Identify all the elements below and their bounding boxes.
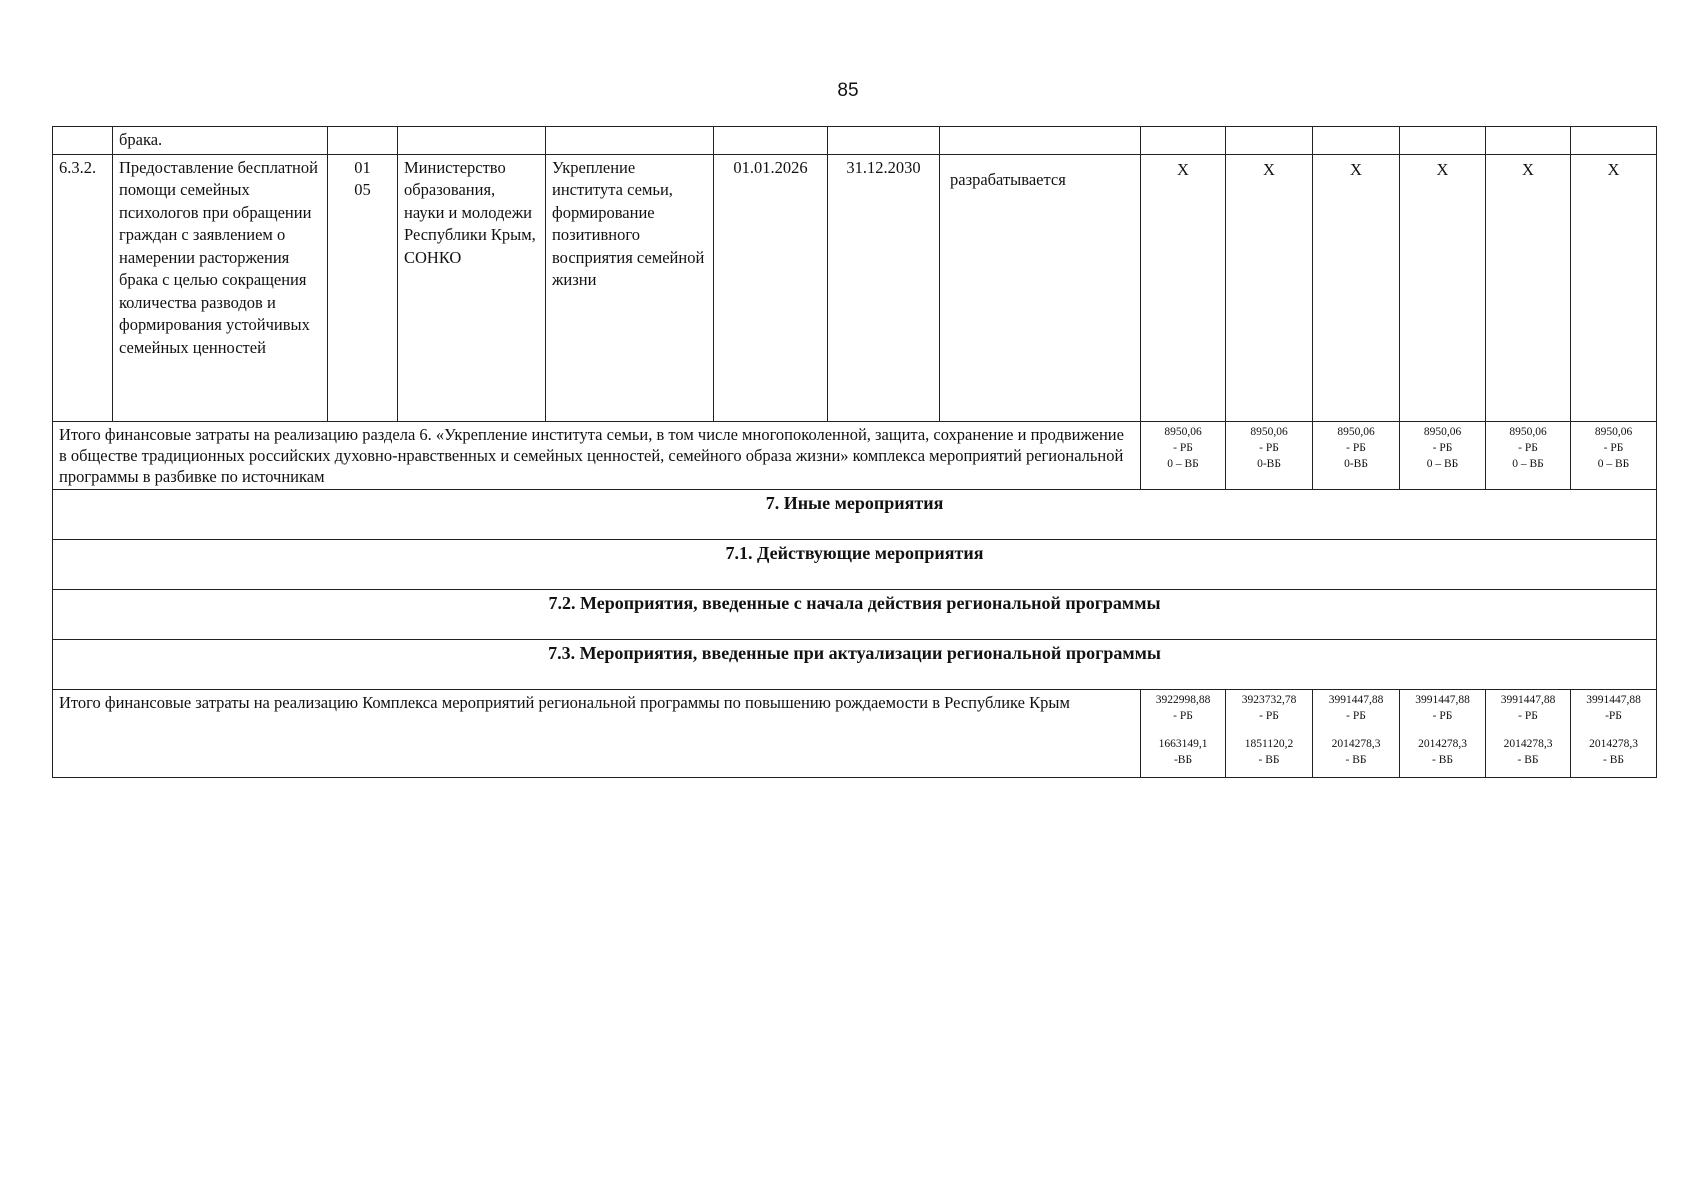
rb-label: - РБ xyxy=(1259,441,1279,454)
amount: 8950,06 xyxy=(1337,425,1375,438)
vb-label: 0 – ВБ xyxy=(1167,457,1199,470)
cell-empty xyxy=(940,127,1141,155)
section-row-7 xyxy=(53,489,1657,539)
rb-label: - РБ xyxy=(1432,709,1453,722)
cell-empty xyxy=(1313,127,1400,155)
rb-amount: 3991447,88 xyxy=(1586,693,1641,706)
cell-empty xyxy=(828,127,940,155)
activity-end-date: 31.12.2030 xyxy=(828,154,940,421)
vb-label: - ВБ xyxy=(1345,753,1367,766)
funding-x-mark: Х xyxy=(1486,154,1571,421)
cell-empty xyxy=(714,127,828,155)
amount: 8950,06 xyxy=(1509,425,1547,438)
activity-row-6-3-2 xyxy=(53,154,1657,421)
funding-x-mark: Х xyxy=(1571,154,1657,421)
vb-label: 0-ВБ xyxy=(1257,457,1281,470)
page-number: 85 xyxy=(837,80,859,101)
cell-empty xyxy=(1226,127,1313,155)
grand-total-label: Итого финансовые затраты на реализацию Комплекса мероприятий региональной программы по повышению рождаемости в Республике Крым xyxy=(53,689,1141,777)
grand-total-value xyxy=(1313,689,1400,777)
section-heading-7-1: 7.1. Действующие мероприятия xyxy=(53,539,1657,589)
rb-amount: 3922998,88 xyxy=(1155,693,1211,706)
section-row-7-3 xyxy=(53,639,1657,689)
cell-empty xyxy=(1486,127,1571,155)
continued-name: брака. xyxy=(113,127,328,155)
rb-amount: 3991447,88 xyxy=(1328,693,1384,706)
amount: 8950,06 xyxy=(1423,425,1462,438)
vb-amount: 2014278,3 xyxy=(1418,737,1467,750)
total-section-6-value xyxy=(1226,421,1313,489)
vb-amount: 2014278,3 xyxy=(1503,737,1553,750)
activity-objective: Укрепление института семьи, формирование позитивного восприятия семейной жизни xyxy=(546,154,714,421)
total-section-6-value xyxy=(1141,421,1226,489)
continued-row xyxy=(53,127,1657,155)
rb-label: - РБ xyxy=(1259,709,1279,722)
vb-label: 0-ВБ xyxy=(1344,457,1368,470)
grand-total-value xyxy=(1571,689,1657,777)
section-row-7-1 xyxy=(53,539,1657,589)
cell-empty xyxy=(1141,127,1226,155)
rb-amount: 3923732,78 xyxy=(1241,693,1297,706)
vb-label: -ВБ xyxy=(1173,753,1193,766)
total-section-6-label: Итого финансовые затраты на реализацию раздела 6. «Укрепление института семьи, в том числе многопоколенной, защита, сохранение и продвижение в обществе традиционных российских духовно-нравственных и семейных ценностей, семейного образа жизни» комплекса мероприятий региональной программы в разбивке по источникам xyxy=(53,421,1141,489)
vb-label: - ВБ xyxy=(1603,753,1624,766)
section-row-7-2 xyxy=(53,589,1657,639)
rb-label: -РБ xyxy=(1605,709,1622,722)
activities-table xyxy=(52,126,1657,778)
amount: 8950,06 xyxy=(1164,425,1202,438)
vb-amount: 1851120,2 xyxy=(1244,737,1294,750)
amount: 8950,06 xyxy=(1594,425,1633,438)
code-line-1: 01 xyxy=(354,157,371,177)
rb-amount: 3991447,88 xyxy=(1415,693,1470,706)
amount: 8950,06 xyxy=(1250,425,1288,438)
vb-amount: 2014278,3 xyxy=(1589,737,1638,750)
section-heading-7-3: 7.3. Мероприятия, введенные при актуализации региональной программы xyxy=(53,639,1657,689)
rb-label: - РБ xyxy=(1518,441,1538,454)
cell-empty xyxy=(546,127,714,155)
rb-label: - РБ xyxy=(1346,441,1366,454)
cell-empty xyxy=(1400,127,1486,155)
grand-total-value xyxy=(1141,689,1226,777)
total-section-6-value xyxy=(1571,421,1657,489)
vb-label: 0 – ВБ xyxy=(1597,457,1630,470)
total-section-6-row xyxy=(53,421,1657,489)
rb-label: - РБ xyxy=(1346,709,1366,722)
total-section-6-value xyxy=(1486,421,1571,489)
cell-empty xyxy=(1571,127,1657,155)
cell-empty xyxy=(53,127,113,155)
rb-label: - РБ xyxy=(1518,709,1538,722)
activity-number: 6.3.2. xyxy=(53,154,113,421)
cell-empty xyxy=(328,127,398,155)
total-section-6-value xyxy=(1313,421,1400,489)
grand-total-value xyxy=(1486,689,1571,777)
funding-x-mark: Х xyxy=(1141,154,1226,421)
rb-label: - РБ xyxy=(1432,441,1453,454)
rb-label: - РБ xyxy=(1173,441,1193,454)
grand-total-value xyxy=(1226,689,1313,777)
activity-executor: Министерство образования, науки и молодежи Республики Крым, СОНКО xyxy=(398,154,546,421)
vb-label: - ВБ xyxy=(1517,753,1539,766)
vb-label: - ВБ xyxy=(1258,753,1280,766)
section-heading-7: 7. Иные мероприятия xyxy=(53,489,1657,539)
activity-code xyxy=(328,154,398,421)
vb-label: - ВБ xyxy=(1432,753,1453,766)
vb-amount: 2014278,3 xyxy=(1331,737,1381,750)
grand-total-value xyxy=(1400,689,1486,777)
vb-label: 0 – ВБ xyxy=(1426,457,1459,470)
vb-amount: 1663149,1 xyxy=(1158,737,1208,750)
vb-label: 0 – ВБ xyxy=(1512,457,1544,470)
rb-label: - РБ xyxy=(1603,441,1624,454)
grand-total-row xyxy=(53,689,1657,777)
rb-amount: 3991447,88 xyxy=(1500,693,1556,706)
rb-label: - РБ xyxy=(1173,709,1193,722)
total-section-6-value xyxy=(1400,421,1486,489)
cell-empty xyxy=(398,127,546,155)
activity-start-date: 01.01.2026 xyxy=(714,154,828,421)
activity-name: Предоставление бесплатной помощи семейных психологов при обращении граждан с заявлением о намерении расторжения брака с целью сокращения количества разводов и формирования устойчивых семейных ценностей xyxy=(113,154,328,421)
activity-status: разрабатывается xyxy=(940,154,1141,421)
funding-x-mark: Х xyxy=(1226,154,1313,421)
section-heading-7-2: 7.2. Мероприятия, введенные с начала действия региональной программы xyxy=(53,589,1657,639)
funding-x-mark: Х xyxy=(1313,154,1400,421)
funding-x-mark: Х xyxy=(1400,154,1486,421)
code-line-2: 05 xyxy=(354,180,371,199)
